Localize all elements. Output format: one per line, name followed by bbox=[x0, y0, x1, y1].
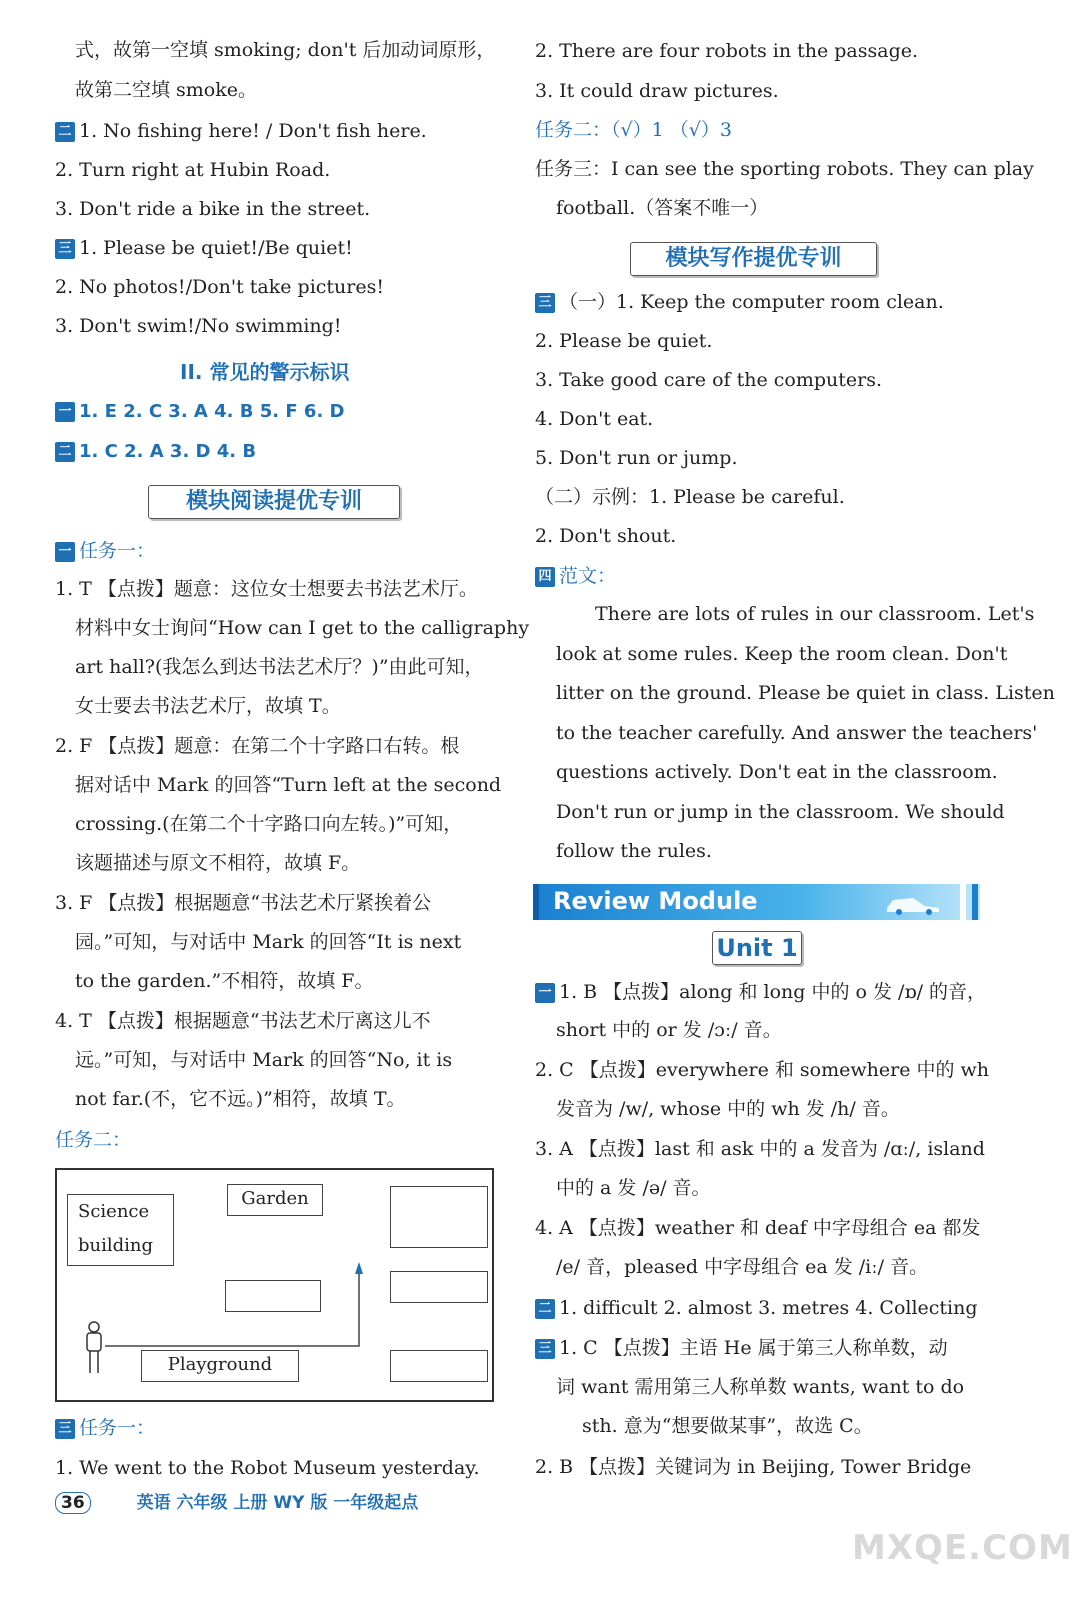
answer-text: 1. difficult 2. almost 3. metres 4. Collecting bbox=[559, 1297, 978, 1319]
explain-line: 1. T 【点拨】题意：这位女士想要去书法艺术厅。 bbox=[55, 578, 478, 600]
map-label: Garden bbox=[241, 1188, 309, 1209]
essay-label bbox=[535, 564, 616, 588]
person-icon bbox=[87, 1322, 101, 1373]
task-text: 任务一： bbox=[79, 1417, 156, 1439]
task-line: football.（答案不唯一） bbox=[556, 197, 769, 219]
answer-line: 2. Turn right at Hubin Road. bbox=[55, 159, 331, 181]
answer-text: （一）1. Keep the computer room clean. bbox=[559, 291, 944, 313]
essay-line: questions actively. Don't eat in the classroom. bbox=[556, 761, 998, 783]
task-line: 任务三：I can see the sporting robots. They can play bbox=[535, 158, 1034, 180]
section-badge: 四 bbox=[535, 567, 555, 587]
map-label: Science bbox=[78, 1201, 150, 1222]
answer-text: 1. E 2. C 3. A 4. B 5. F 6. D bbox=[79, 401, 345, 422]
review-module-banner bbox=[533, 884, 980, 920]
explain-line: 远。”可知，与对话中 Mark 的回答“No, it is bbox=[75, 1049, 453, 1071]
car-icon bbox=[883, 892, 953, 914]
task-line: 任务二：（√）1 （√）3 bbox=[535, 119, 732, 141]
section-badge: 二 bbox=[55, 122, 75, 142]
section-heading: II. 常见的警示标识 bbox=[180, 360, 350, 384]
answer-line: 2. Don't shout. bbox=[535, 525, 677, 547]
explain-line: 女士要去书法艺术厅，故填 T。 bbox=[75, 695, 341, 717]
review-title: Review Module bbox=[553, 887, 758, 915]
page-number: 36 bbox=[55, 1492, 91, 1514]
answer-line: 2. No photos!/Don't take pictures! bbox=[55, 276, 385, 298]
answer-line: 2. There are four robots in the passage. bbox=[535, 40, 919, 62]
explain-line: not far.(不，它不远。)”相符，故填 T。 bbox=[75, 1088, 406, 1110]
explain-line: 词 want 需用第三人称单数 wants, want to do bbox=[556, 1376, 965, 1398]
task-label: 任务二： bbox=[55, 1129, 132, 1151]
explain-line: art hall?(我怎么到达书法艺术厅？)”由此可知， bbox=[75, 656, 484, 678]
banner-stripe bbox=[972, 884, 978, 920]
explain-line: crossing.(在第二个十字路口向左转。)”可知， bbox=[75, 813, 463, 835]
section-badge: 一 bbox=[535, 983, 555, 1003]
reading-section-title: 模块阅读提优专训 bbox=[148, 485, 400, 519]
map-label: Playground bbox=[167, 1354, 273, 1375]
answer-line: 1. We went to the Robot Museum yesterday. bbox=[55, 1457, 480, 1479]
banner-stripe bbox=[960, 884, 966, 920]
explain-line: 中的 a 发 /ə/ 音。 bbox=[556, 1177, 711, 1199]
explain-line: short 中的 or 发 /ɔː/ 音。 bbox=[556, 1019, 782, 1041]
answer-line bbox=[535, 290, 944, 314]
essay-line: follow the rules. bbox=[556, 840, 712, 862]
answer-line: 2. Please be quiet. bbox=[535, 330, 713, 352]
explain-line: 3. F 【点拨】根据题意“书法艺术厅紧挨着公 bbox=[55, 892, 432, 914]
explain-line: 该题描述与原文不相符，故填 F。 bbox=[75, 852, 361, 874]
essay-line: to the teacher carefully. And answer the teachers' bbox=[556, 722, 1038, 744]
task-label bbox=[55, 1416, 155, 1440]
essay-line: litter on the ground. Please be quiet in class. Listen bbox=[556, 682, 1055, 704]
task-text: 任务一： bbox=[79, 540, 156, 562]
watermark: MXQE.COM bbox=[852, 1528, 1073, 1568]
unit-title: Unit 1 bbox=[712, 931, 802, 965]
explain-line bbox=[535, 1336, 948, 1360]
answer-text: 1. No fishing here! / Don't fish here. bbox=[79, 120, 427, 142]
answer-line bbox=[535, 1296, 978, 1320]
explain-line: 2. C 【点拨】everywhere 和 somewhere 中的 wh bbox=[535, 1059, 990, 1081]
explain-line: 4. T 【点拨】根据题意“书法艺术厅离这儿不 bbox=[55, 1010, 431, 1032]
task-label bbox=[55, 539, 155, 563]
section-badge: 二 bbox=[535, 1299, 555, 1319]
essay-line: There are lots of rules in our classroom. Let's bbox=[595, 603, 1035, 625]
section-badge: 三 bbox=[535, 293, 555, 313]
explain-line: 据对话中 Mark 的回答“Turn left at the second bbox=[75, 774, 502, 796]
section-badge: 一 bbox=[55, 542, 75, 562]
explain-text: 1. C 【点拨】主语 He 属于第三人称单数，动 bbox=[559, 1337, 948, 1359]
page-footer bbox=[55, 1488, 418, 1514]
explain-line bbox=[535, 980, 986, 1004]
explain-line: /e/ 音，pleased 中字母组合 ea 发 /iː/ 音。 bbox=[556, 1256, 929, 1278]
answer-line: 4. Don't eat. bbox=[535, 408, 654, 430]
explain-line: 2. B 【点拨】关键词为 in Beijing, Tower Bridge bbox=[535, 1456, 972, 1478]
text-line: 故第二空填 smoke。 bbox=[75, 79, 258, 101]
explain-line: 4. A 【点拨】weather 和 deaf 中字母组合 ea 都发 bbox=[535, 1217, 981, 1239]
answer-text: 1. Please be quiet!/Be quiet! bbox=[79, 237, 353, 259]
explain-line: sth. 意为“想要做某事”，故选 C。 bbox=[582, 1415, 873, 1437]
essay-label-text: 范文： bbox=[559, 565, 617, 587]
explain-line: 材料中女士询问“How can I get to the calligraphy bbox=[75, 617, 530, 639]
answer-line: （二）示例：1. Please be careful. bbox=[535, 486, 845, 508]
answer-line bbox=[55, 236, 353, 260]
answer-line: 3. It could draw pictures. bbox=[535, 80, 779, 102]
map-label: building bbox=[78, 1235, 154, 1256]
answer-line bbox=[55, 440, 256, 464]
answer-line: 3. Don't ride a bike in the street. bbox=[55, 198, 371, 220]
answer-line bbox=[55, 119, 427, 143]
explain-text: 1. B 【点拨】along 和 long 中的 o 发 /ɒ/ 的音， bbox=[559, 981, 987, 1003]
explain-line: 3. A 【点拨】last 和 ask 中的 a 发音为 /ɑː/, island bbox=[535, 1138, 985, 1160]
banner-stripe bbox=[533, 884, 539, 920]
answer-line: 5. Don't run or jump. bbox=[535, 447, 738, 469]
section-badge: 一 bbox=[55, 402, 75, 422]
map-diagram bbox=[55, 1168, 494, 1402]
answer-line bbox=[55, 400, 345, 424]
writing-section-title: 模块写作提优专训 bbox=[630, 242, 877, 276]
answer-line: 3. Take good care of the computers. bbox=[535, 369, 882, 391]
explain-line: to the garden.”不相符，故填 F。 bbox=[75, 970, 374, 992]
footer-text: 英语 六年级 上册 WY 版 一年级起点 bbox=[136, 1493, 419, 1513]
explain-line: 发音为 /w/, whose 中的 wh 发 /h/ 音。 bbox=[556, 1098, 900, 1120]
essay-line: Don't run or jump in the classroom. We should bbox=[556, 801, 1005, 823]
section-badge: 三 bbox=[55, 239, 75, 259]
essay-line: look at some rules. Keep the room clean. Don't bbox=[556, 643, 1008, 665]
section-badge: 三 bbox=[535, 1339, 555, 1359]
section-badge: 三 bbox=[55, 1419, 75, 1439]
explain-line: 2. F 【点拨】题意：在第二个十字路口右转。根 bbox=[55, 735, 460, 757]
answer-line: 3. Don't swim!/No swimming! bbox=[55, 315, 342, 337]
text-line: 式，故第一空填 smoking; don't 后加动词原形， bbox=[75, 39, 496, 61]
route-arrow bbox=[57, 1170, 492, 1400]
explain-line: 园。”可知，与对话中 Mark 的回答“It is next bbox=[75, 931, 462, 953]
answer-text: 1. C 2. A 3. D 4. B bbox=[79, 441, 257, 462]
section-badge: 二 bbox=[55, 442, 75, 462]
